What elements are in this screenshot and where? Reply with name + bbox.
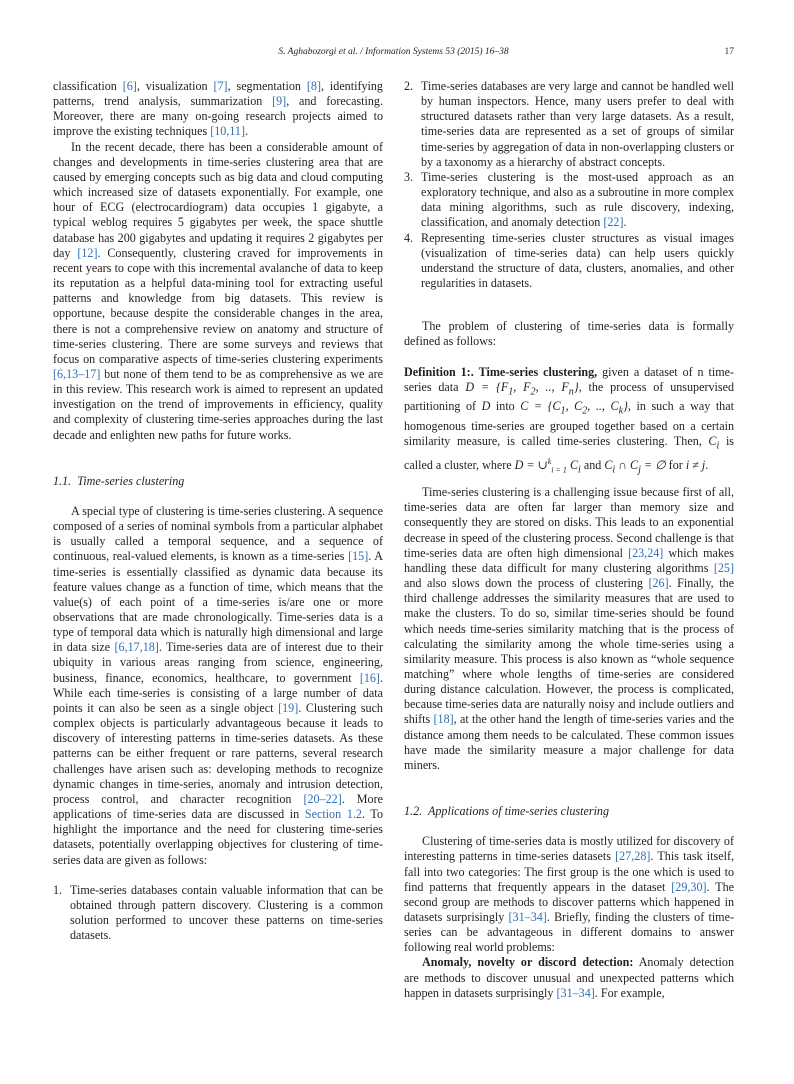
paragraph: [404, 955, 734, 1000]
list-item: [404, 170, 734, 231]
math: $C_i$: [708, 433, 720, 452]
inline-heading: Anomaly, novelty or discord detection:: [422, 955, 634, 970]
list-item-text: Time-series databases are very large and cannot be handled well by human inspectors. Hence, many users prefer to deal with structured datasets rather than very large datasets. As a result, time-series data are represented as a set of groups of similar time-series by aggregation of data in non-overlapping clusters or by a taxonomy as a hierarchy of abstract concepts.: [421, 79, 734, 169]
section-heading: [53, 474, 383, 489]
section-title: Applications of time-series clustering: [427, 804, 610, 819]
definition-text: .: [705, 457, 709, 472]
text-run: . Consequently, clustering craved for improvements in recent years to cope with this incremental avalanche of data to keep its reputation as a helpful data-mining tool for extracting useful patterns and knowledge from big datasets. This review is opportune, because despite the considerable changes in the area, there is not a comprehensive review on anatomy and structure of time-series clustering. There are some surveys and reviews that focus on comparative aspects of time-series clustering experiments: [53, 245, 383, 366]
math: i ≠ j: [685, 457, 706, 472]
citation-link[interactable]: [31–34]: [508, 910, 547, 924]
list-item: [404, 79, 734, 170]
paragraph: [404, 485, 734, 773]
list-number: 4.: [404, 230, 414, 245]
paragraph: [53, 79, 383, 140]
section-number: 1.2.: [404, 804, 423, 819]
definition-label: Definition 1:.: [404, 364, 474, 379]
definition-text: and: [580, 457, 605, 472]
text-run: , at the other hand the length of time-series varies and the distance among them needs to be calculated. These common issues have made the similarity measure a major challenge for data miners.: [404, 712, 734, 772]
text-run: which makes handling these data difficult for many clustering algorithms: [404, 545, 734, 575]
citation-link[interactable]: [8]: [306, 79, 321, 93]
text-run: . While each time-series is consisting of a large number of data points it can also be seen as a single object: [53, 670, 383, 715]
text-run: Time-series clustering is a challenging issue because first of all, time-series data are often far larger than memory size and consequently they are stored on disks. This leads to an exponential decrease in speed of the clustering process. Second challenge is that time-series data are often high dimensional: [404, 485, 734, 560]
text-run: , identifying patterns, trend analysis, summarization: [53, 79, 383, 109]
objectives-list-continued: [404, 79, 734, 291]
citation-link[interactable]: [6,13–17]: [53, 366, 101, 381]
section-title: Time-series clustering: [77, 473, 185, 488]
text-run: .: [623, 215, 627, 230]
math: $C = \{C_1$, $C_2$, .., $C_k$}: [520, 399, 628, 417]
list-number: 2.: [404, 79, 414, 93]
text-run: . Briefly, finding the clusters of time-series can be advantageous in different domains to answer following real world problems:: [404, 910, 734, 955]
list-number: 1.: [53, 882, 63, 897]
citation-link[interactable]: [16]: [359, 670, 380, 685]
left-column: [53, 79, 383, 943]
math: D: [481, 399, 491, 414]
text-run: . The second group are methods to discover patterns which happened in datasets surprisingly: [404, 879, 734, 924]
text-run: , and forecasting. Moreover, there are many on-going research projects aimed to improve the existing techniques: [53, 94, 383, 139]
section-heading: [404, 804, 734, 819]
text-run: . For example,: [594, 985, 665, 1000]
paragraph: The problem of clustering of time-series data is formally defined as follows:: [404, 319, 734, 349]
citation-link[interactable]: [7]: [213, 79, 228, 93]
citation-link[interactable]: [29,30]: [671, 879, 707, 894]
citation-link[interactable]: [31–34]: [556, 985, 595, 1000]
list-item: [53, 883, 383, 944]
definition-text: , the process of unsupervised partitioning of: [404, 379, 735, 414]
text-run: In the recent decade, there has been a considerable amount of changes and developments in time-series clustering area that are caused by emerging concepts such as big data and cloud computing which increased size of datasets exponentially. For example, one hour of ECG (electrocardiogram) data occupies 1 gigabyte, a typical weblog requires 5 gigabytes per week, the space shuttle database has 200 gigabytes and updating it requires 2 gigabytes per day: [53, 139, 383, 260]
citation-link[interactable]: [6]: [122, 79, 137, 93]
text-run: A special type of clustering is time-series clustering. A sequence composed of a series of nominal symbols from a particular alphabet is usually called a temporal sequence, and a sequence of continuous, real-valued elements, is known as a time-series: [53, 503, 383, 564]
math: $D = \{F_1$, $F_2$, .., $F_n$}: [465, 379, 579, 398]
citation-link[interactable]: [10,11]: [210, 124, 246, 139]
definition-text: given a dataset of n time-series data: [404, 364, 734, 394]
definition-text: is called a cluster, where: [404, 433, 735, 472]
citation-link[interactable]: [23,24]: [628, 545, 664, 560]
text-run: . Clustering such complex objects is particularly advantageous because it leads to discovery of interesting patterns in time-series datasets. As these patterns can be either frequent or rare patterns, several research challenges have arisen such as: developing methods to recognize dynamic changes in time-series, anomaly and intrusion detection, process control, and character recognition: [53, 700, 383, 806]
citation-link[interactable]: [27,28]: [615, 849, 651, 864]
definition-1: [404, 365, 734, 478]
text-run: Time-series clustering is the most-used approach as an exploratory technique, and also as a subroutine in more complex data mining algorithms, such as rule discovery, indexing, classification, and anomaly detection: [421, 169, 734, 230]
text-run: .: [245, 124, 249, 139]
text-run: . To highlight the importance and the need for clustering time-series datasets, potentially overlapping objectives for clustering of time-series data are given as follows:: [53, 807, 383, 867]
citation-link[interactable]: [9]: [272, 94, 287, 109]
definition-text: into: [490, 399, 521, 414]
citation-link[interactable]: [25]: [713, 560, 734, 575]
running-header: [53, 47, 734, 63]
paragraph: [53, 504, 383, 868]
text-run: , visualization: [136, 79, 214, 93]
text-run: . A time-series is essentially classified as dynamic data because its feature values change as a function of time, which means that the value(s) of each point of a time-series is/are one or more observations that are made chronologically. Time-series data is a type of temporal data which is naturally high dimensional and large in data size: [53, 549, 383, 655]
paragraph: [53, 140, 383, 443]
citation-link[interactable]: [12]: [77, 245, 98, 260]
text-run: . More applications of time-series data are discussed in: [53, 791, 383, 822]
text-run: . Time-series data are of interest due to their ubiquity in various areas ranging from science, engineering, business, finance, economics, healthcare, to government: [53, 640, 384, 685]
objectives-list: [53, 883, 383, 944]
list-item-text: Representing time-series cluster structures as visual images (visualization of time-series data) can help users quickly understand the structure of data, clusters, anomalies, and other regularities in datasets.: [421, 230, 734, 291]
citation-link[interactable]: [15]: [348, 549, 369, 564]
right-column: [404, 79, 734, 1001]
list-item-text: Time-series databases contain valuable information that can be obtained through pattern discovery. Clustering is a common solution performed to uncover these patterns on time-series datasets.: [70, 882, 383, 943]
list-item: [404, 231, 734, 292]
citation-link[interactable]: [26]: [648, 576, 669, 591]
citation-link[interactable]: [20–22]: [303, 791, 342, 806]
citation-link[interactable]: [22]: [603, 215, 624, 230]
definition-text: , in such a way that homogenous time-series are grouped together based on a certain similarity measure, is called time-series clustering. Then,: [404, 399, 734, 448]
list-item-text: [421, 170, 734, 229]
text-run: classification: [53, 79, 123, 93]
definition-term: Time-series clustering,: [478, 364, 598, 379]
definition-text: for: [665, 457, 686, 472]
citation-link[interactable]: Section 1.2: [304, 807, 362, 822]
citation-link[interactable]: [6,17,18]: [114, 640, 159, 655]
section-number: 1.1.: [53, 473, 72, 488]
text-run: , segmentation: [227, 79, 307, 93]
text-run: Clustering of time-series data is mostly utilized for discovery of interesting patterns in time-series datasets: [404, 834, 734, 864]
list-number: 3.: [404, 169, 414, 184]
math: $C_i$ ∩ $C_j$ = ∅: [604, 457, 666, 475]
text-run: but none of them tend to be as comprehensive as we are in this review. This research work is aimed to represent an updated investigation on the trend of improvements in efficiency, quality and complexity of clustering time-series approaches during the last decade and enlighten new paths for future works.: [53, 366, 383, 442]
page-number: 17: [724, 47, 734, 57]
text-run: . This task itself, fall into two categories: The first group is the one which is used to find patterns that frequently appears in the dataset: [404, 849, 735, 894]
running-title: S. Aghabozorgi et al. / Information Systems 53 (2015) 16–38: [278, 47, 509, 57]
text-run: . Finally, the third challenge addresses the similarity measures that are used to make the clusters. To do so, similar time-series should be found which needs time-series similarity matching that is the process of calculating the similarity among the whole time-series using a similarity measure. This process is also known as “whole sequence matching” where whole lengths of time-series are considered during distance calculation. However, the process is complicated, because time-series data are naturally noisy and include outliers and shifts: [404, 576, 734, 727]
text-run: and also slows down the process of clustering: [404, 576, 649, 591]
citation-link[interactable]: [19]: [278, 700, 299, 715]
text-run: Anomaly detection are methods to discover unusual and unexpected patterns which happen in datasets surprisingly: [404, 955, 734, 1000]
math: D = ∪$^k_{i = 1}$ $C_i$: [514, 456, 581, 475]
paragraph: [404, 834, 734, 955]
citation-link[interactable]: [18]: [433, 712, 454, 727]
